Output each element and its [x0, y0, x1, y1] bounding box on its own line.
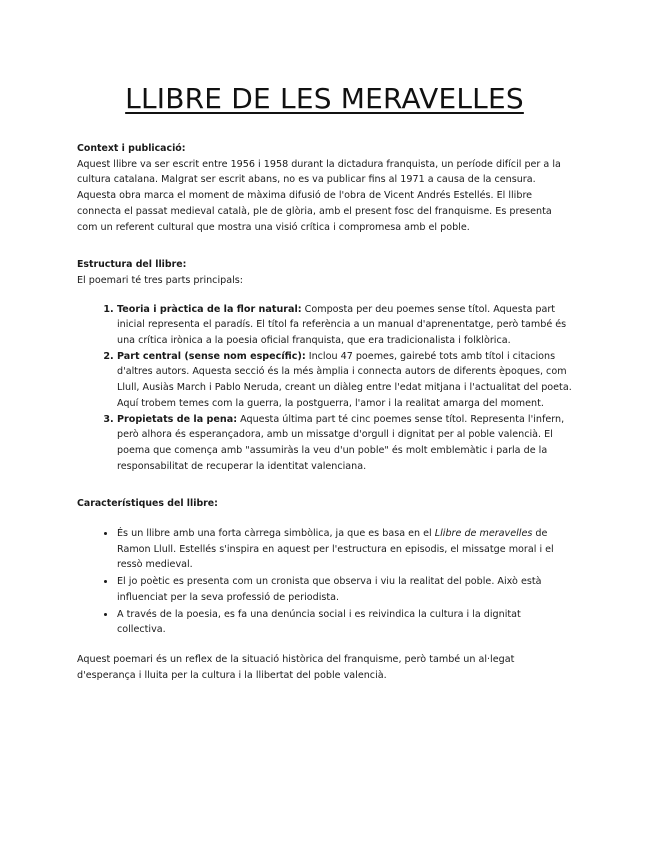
part-term: Teoria i pràctica de la flor natural:	[117, 303, 302, 315]
context-section	[77, 141, 572, 235]
part-text: Inclou 47 poemes, gairebé tots amb títol i citacions d'altres autors. Aquesta secció és la més àmplia i connecta autors de diferents èpoques, com Llull, Ausiàs March i Pablo Neruda, creant un diàleg entre l'edat mitjana i l'actualitat del poeta. Aquí trobem temes com la guerra, la postguerra, l'amor i la realitat amarga del moment.	[117, 350, 572, 409]
list-item	[117, 412, 572, 475]
feature-text: A través de la poesia, es fa una denúncia social i es reivindica la cultura i la dignitat collectiva.	[117, 608, 521, 636]
part-text: Composta per deu poemes sense títol. Aquesta part inicial representa el paradís. El títol fa referència a un manual d'aprenentatge, però també és una crítica irònica a la poesia oficial franquista, que era tradicionalista i folklòrica.	[117, 303, 567, 347]
feature-text: de Ramon Llull. Estellés s'inspira en aquest per l'estructura en episodis, el missatge moral i el ressò medieval.	[117, 528, 554, 571]
part-term: Propietats de la pena:	[117, 413, 238, 425]
list-item	[117, 349, 572, 412]
feature-book-title: Llibre de meravelles	[434, 528, 533, 540]
document-title: LLIBRE DE LES MERAVELLES	[125, 82, 524, 115]
list-item	[117, 525, 572, 573]
list-item	[117, 302, 572, 349]
structure-section	[77, 257, 572, 474]
features-list	[77, 525, 572, 638]
part-text: Aquesta última part té cinc poemes sense títol. Representa l'infern, però alhora és esperançadora, amb un missatge d'orgull i dignitat per al poble valencià. El poema que comença amb "assumiràs la veu d'un poble" és molt emblemàtic i parla de la responsabilitat de recuperar la identitat valenciana.	[117, 413, 565, 472]
list-item	[117, 606, 572, 638]
feature-text: És un llibre amb una forta càrrega simbòlica, ja que es basa en el	[117, 528, 435, 540]
features-heading: Característiques del llibre:	[77, 498, 218, 510]
part-term: Part central (sense nom específic):	[117, 350, 306, 362]
context-paragraph: Aquest llibre va ser escrit entre 1956 i 1958 durant la dictadura franquista, un període difícil per a la cultura catalana. Malgrat ser escrit abans, no es va publicar fins al 1971 a causa de la censura. Aquesta obra marca el moment de màxima difusió de l'obra de Vicent Andrés Estellés. El llibre connecta el passat medieval català, ple de glòria, amb el present fosc del franquisme. Es presenta com un referent cultural que mostra una visió crítica i compromesa amb el poble.	[77, 158, 561, 233]
closing-paragraph: Aquest poemari és un reflex de la situació històrica del franquisme, però també un al·legat d'esperança i lluita per la cultura i la llibertat del poble valencià.	[77, 653, 515, 681]
list-item	[117, 573, 572, 605]
features-section	[77, 496, 572, 638]
document-page	[77, 82, 572, 683]
feature-text: El jo poètic es presenta com un cronista que observa i viu la realitat del poble. Això està influenciat per la seva professió de periodista.	[117, 576, 542, 603]
structure-heading: Estructura del llibre:	[77, 259, 187, 271]
context-heading: Context i publicació:	[77, 143, 186, 154]
structure-intro: El poemari té tres parts principals:	[77, 274, 243, 286]
parts-list	[77, 302, 572, 475]
